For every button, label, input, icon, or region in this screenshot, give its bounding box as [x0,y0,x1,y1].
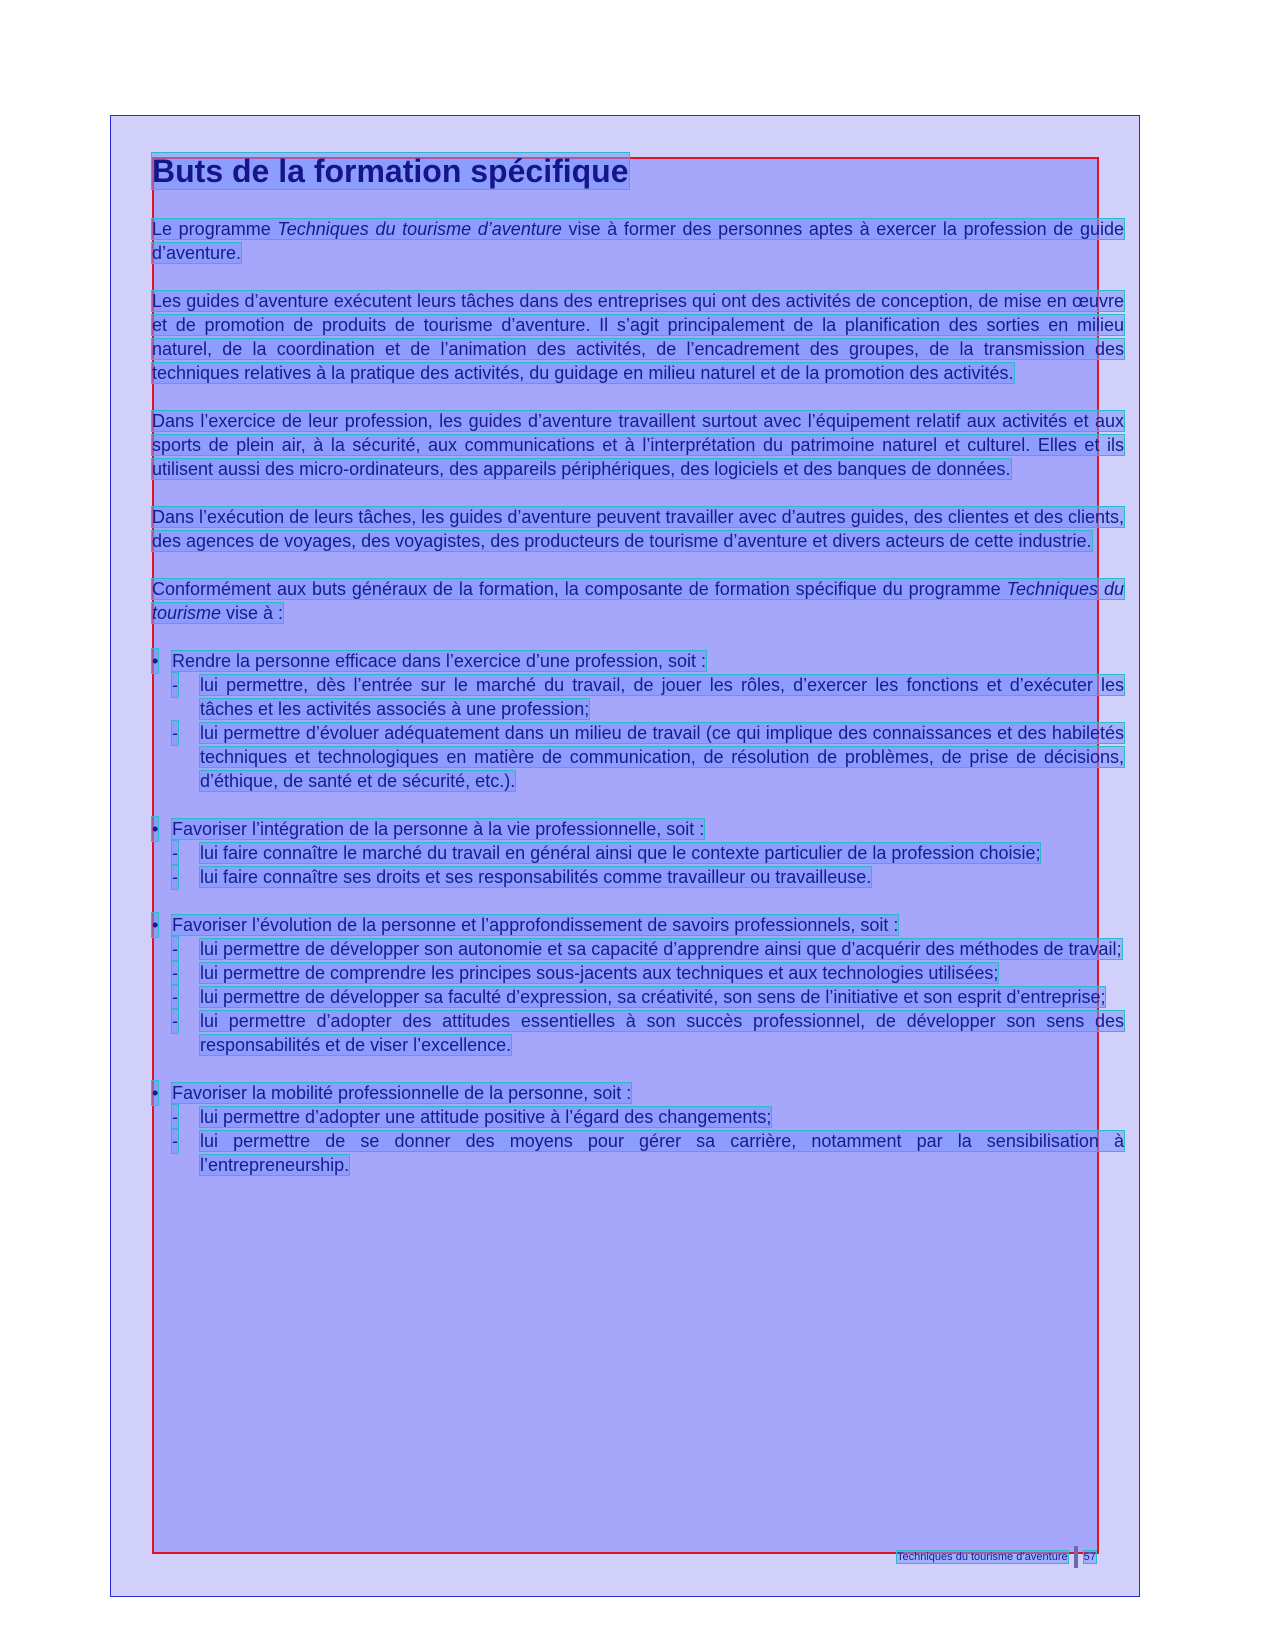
footer-page-number: 57 [1083,1550,1096,1563]
bullet-icon: • [152,1083,159,1103]
page-footer [897,1546,1096,1568]
paragraph-equipment [152,409,1124,481]
subitem [172,721,1124,793]
goal-subitems [172,1105,1124,1177]
dash-icon: - [172,987,178,1007]
program-short-name-italic: Techniques du tourisme [152,579,1124,623]
subitem-text: lui permettre de se donner des moyens pour gérer sa carrière, notamment par la sensibilisation à l’entrepreneurship. [200,1131,1124,1175]
dash-icon: - [172,1131,178,1151]
subitem [172,1129,1124,1177]
paragraph-goals-intro [152,577,1124,625]
paragraph-intro [152,217,1124,265]
dash-icon: - [172,963,178,983]
bullet-icon: • [152,819,159,839]
subitem-text: lui permettre de comprendre les principes sous-jacents aux techniques et aux technologies utilisées; [200,963,999,983]
subitem-text: lui faire connaître le marché du travail en général ainsi que le contexte particulier de la profession choisie; [200,843,1041,863]
title-spacer [152,192,1124,217]
subitem [172,937,1124,961]
program-name-italic: Techniques du tourisme d’aventure [277,219,562,239]
subitem-text: lui permettre d’adopter des attitudes essentielles à son succès professionnel, de développer son sens des responsabilités et de viser l’excellence. [200,1011,1124,1055]
footer-divider [1074,1546,1078,1568]
bullet-icon: • [152,651,159,671]
paragraph-tasks [152,289,1124,385]
subitem [172,865,1124,889]
goal-subitems [172,841,1124,889]
goal-subitems [172,673,1124,793]
goal-label: Rendre la personne efficace dans l’exercice d’une profession, soit : [172,651,706,671]
subitem [172,1009,1124,1057]
paragraph-goals-intro-after: vise à : [221,603,284,623]
footer-running-title: Techniques du tourisme d’aventure [897,1550,1068,1563]
dash-icon: - [172,843,178,863]
paragraph-equipment-text: Dans l’exercice de leur profession, les guides d’aventure travaillent surtout avec l’équipement relatif aux activités et aux sports de plein air, à la sécurité, aux communications et à l’interprétation du patrimoine naturel et culturel. Elles et ils utilisent aussi des micro-ordinateurs, des appareils périphériques, des logiciels et des banques de données. [152,411,1124,479]
dash-icon: - [172,1011,178,1031]
page-title-text: Buts de la formation spécifique [152,153,629,189]
goals-list [152,649,1124,1177]
subitem [172,841,1124,865]
goal-item-mobility [152,1081,1124,1177]
subitem [172,1105,1124,1129]
paragraph-intro-before: Le programme [152,219,278,239]
paragraph-intro-text [152,219,1124,263]
paragraph-tasks-text: Les guides d’aventure exécutent leurs tâches dans des entreprises qui ont des activités de conception, de mise en œuvre et de promotion de produits de tourisme d’aventure. Il s’agit principalement de la planification des sorties en milieu naturel, de la coordination et de l’animation des activités, de l’encadrement des groupes, de la transmission des techniques relatives à la pratique des activités, du guidage en milieu naturel et de la promotion des activités. [152,291,1124,383]
goal-item-evolution [152,913,1124,1057]
dash-icon: - [172,723,178,743]
goal-subitems [172,937,1124,1057]
goal-label: Favoriser l’intégration de la personne à la vie professionnelle, soit : [172,819,705,839]
subitem [172,673,1124,721]
subitem-text: lui permettre, dès l’entrée sur le marché du travail, de jouer les rôles, d’exercer les fonctions et d’exécuter les tâches et les activités associés à une profession; [200,675,1124,719]
subitem [172,961,1124,985]
goal-item-efficacy [152,649,1124,793]
subitem-text: lui permettre de développer sa faculté d’expression, sa créativité, son sens de l’initiative et son esprit d’entreprise; [200,987,1106,1007]
paragraph-intro-after: vise à former des personnes aptes à exercer la profession de guide d’aventure. [152,219,1125,263]
dash-icon: - [172,1107,178,1127]
dash-icon: - [172,867,178,887]
paragraph-collaboration-text: Dans l’exécution de leurs tâches, les guides d’aventure peuvent travailler avec d’autres guides, des clientes et des clients, des agences de voyages, des voyagistes, des producteurs de tourisme d’aventure et divers acteurs de cette industrie. [152,507,1124,551]
subitem-text: lui permettre d’évoluer adéquatement dans un milieu de travail (ce qui implique des connaissances et des habiletés techniques et technologiques en matière de communication, de résolution de problèmes, de prise de décisions, d’éthique, de santé et de sécurité, etc.). [200,723,1124,791]
dash-icon: - [172,675,178,695]
page-title [152,150,1124,192]
subitem-text: lui permettre d’adopter une attitude positive à l’égard des changements; [200,1107,772,1127]
document-body [152,150,1124,1177]
paragraph-collaboration [152,505,1124,553]
paragraph-goals-intro-before: Conformément aux buts généraux de la formation, la composante de formation spécifique du programme [152,579,1007,599]
subitem [172,985,1124,1009]
dash-icon: - [172,939,178,959]
paragraph-goals-intro-text [152,579,1124,623]
bullet-icon: • [152,915,159,935]
subitem-text: lui faire connaître ses droits et ses responsabilités comme travailleur ou travailleuse. [200,867,872,887]
subitem-text: lui permettre de développer son autonomie et sa capacité d’apprendre ainsi que d’acquérir des méthodes de travail; [200,939,1122,959]
goal-label: Favoriser la mobilité professionnelle de la personne, soit : [172,1083,632,1103]
goal-label: Favoriser l’évolution de la personne et l’approfondissement de savoirs professionnels, soit : [172,915,899,935]
goal-item-integration [152,817,1124,889]
